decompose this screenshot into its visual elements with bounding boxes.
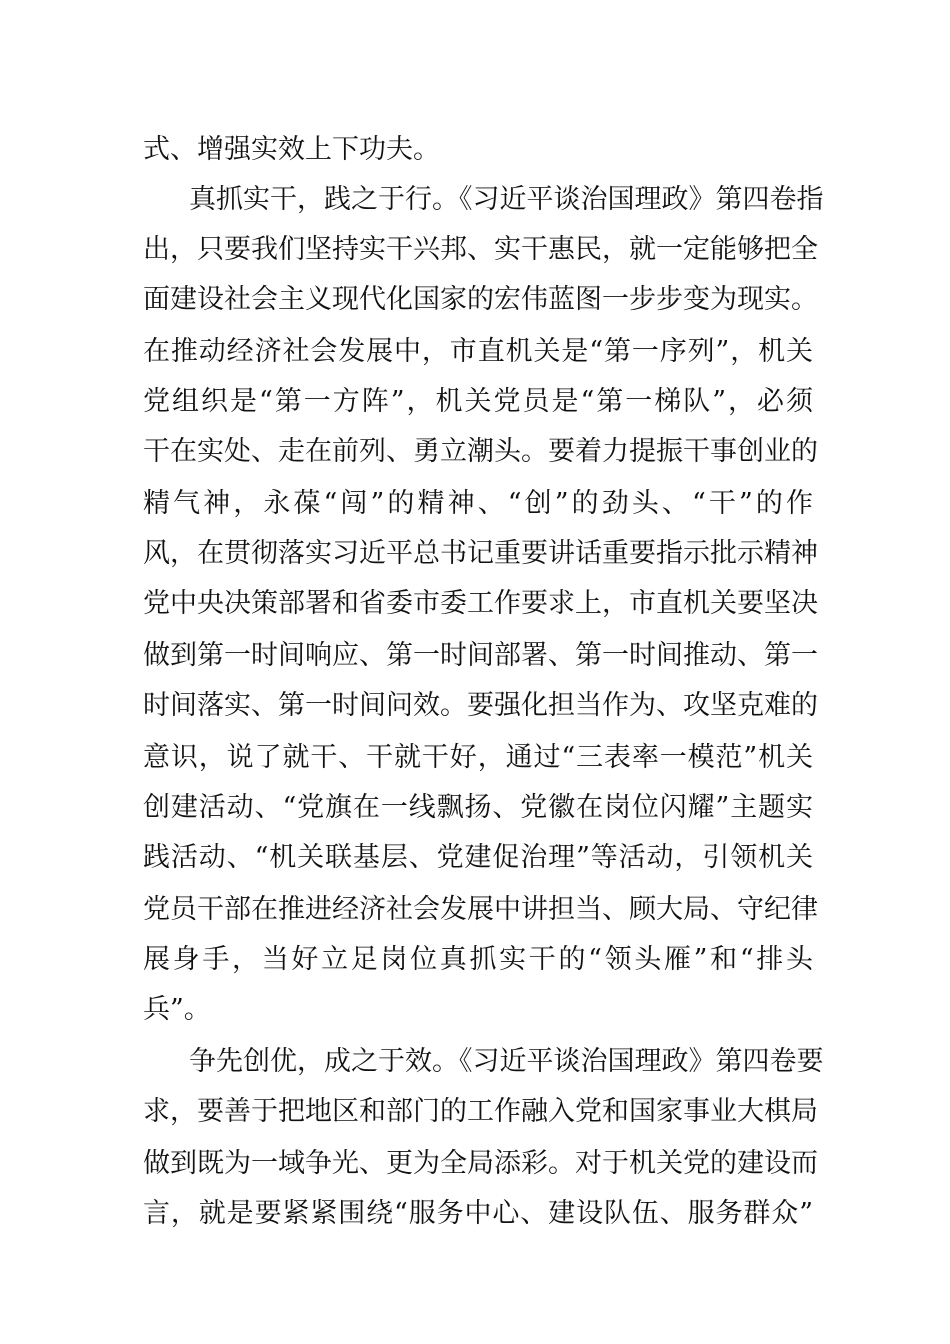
text-line: 风，在贯彻落实习近平总书记重要讲话重要指示批示精神 <box>143 538 818 569</box>
text-line: 言，就是要紧紧围绕“服务中心、建设队伍、服务群众” <box>143 1198 813 1229</box>
text-line: 面建设社会主义现代化国家的宏伟蓝图一步步变为现实。 <box>143 284 818 315</box>
text-line: 做到既为一域争光、更为全局添彩。对于机关党的建设而 <box>143 1148 818 1179</box>
text-line: 兵”。 <box>143 994 211 1025</box>
text-line: 求，要善于把地区和部门的工作融入党和国家事业大棋局 <box>143 1096 818 1127</box>
text-line: 党员干部在推进经济社会发展中讲担当、顾大局、守纪律 <box>143 894 818 925</box>
text-line: 精气神，永葆“闯”的精神、“创”的劲头、“干”的作 <box>143 488 813 519</box>
text-line: 党中央决策部署和省委市委工作要求上，市直机关要坚决 <box>143 588 818 619</box>
text-line: 式、增强实效上下功夫。 <box>143 134 440 165</box>
text-line: 在推动经济社会发展中，市直机关是“第一序列”，机关 <box>143 336 813 367</box>
text-line: 时间落实、第一时间问效。要强化担当作为、攻坚克难的 <box>143 690 818 721</box>
text-line: 创建活动、“党旗在一线飘扬、党徽在岗位闪耀”主题实 <box>143 792 813 823</box>
text-line: 党组织是“第一方阵”，机关党员是“第一梯队”，必须 <box>143 386 813 417</box>
text-line: 展身手，当好立足岗位真抓实干的“领头雁”和“排头 <box>143 944 813 975</box>
text-line: 做到第一时间响应、第一时间部署、第一时间推动、第一 <box>143 640 818 671</box>
text-line: 干在实处、走在前列、勇立潮头。要着力提振干事创业的 <box>143 436 818 467</box>
paragraph-first-line: 真抓实干，践之于行。《习近平谈治国理政》第四卷指 <box>189 184 824 215</box>
text-line: 出，只要我们坚持实干兴邦、实干惠民，就一定能够把全 <box>143 234 818 265</box>
text-line: 践活动、“机关联基层、党建促治理”等活动，引领机关 <box>143 842 813 873</box>
paragraph-first-line: 争先创优，成之于效。《习近平谈治国理政》第四卷要 <box>189 1046 824 1077</box>
text-line: 意识，说了就干、干就干好，通过“三表率一模范”机关 <box>143 742 813 773</box>
